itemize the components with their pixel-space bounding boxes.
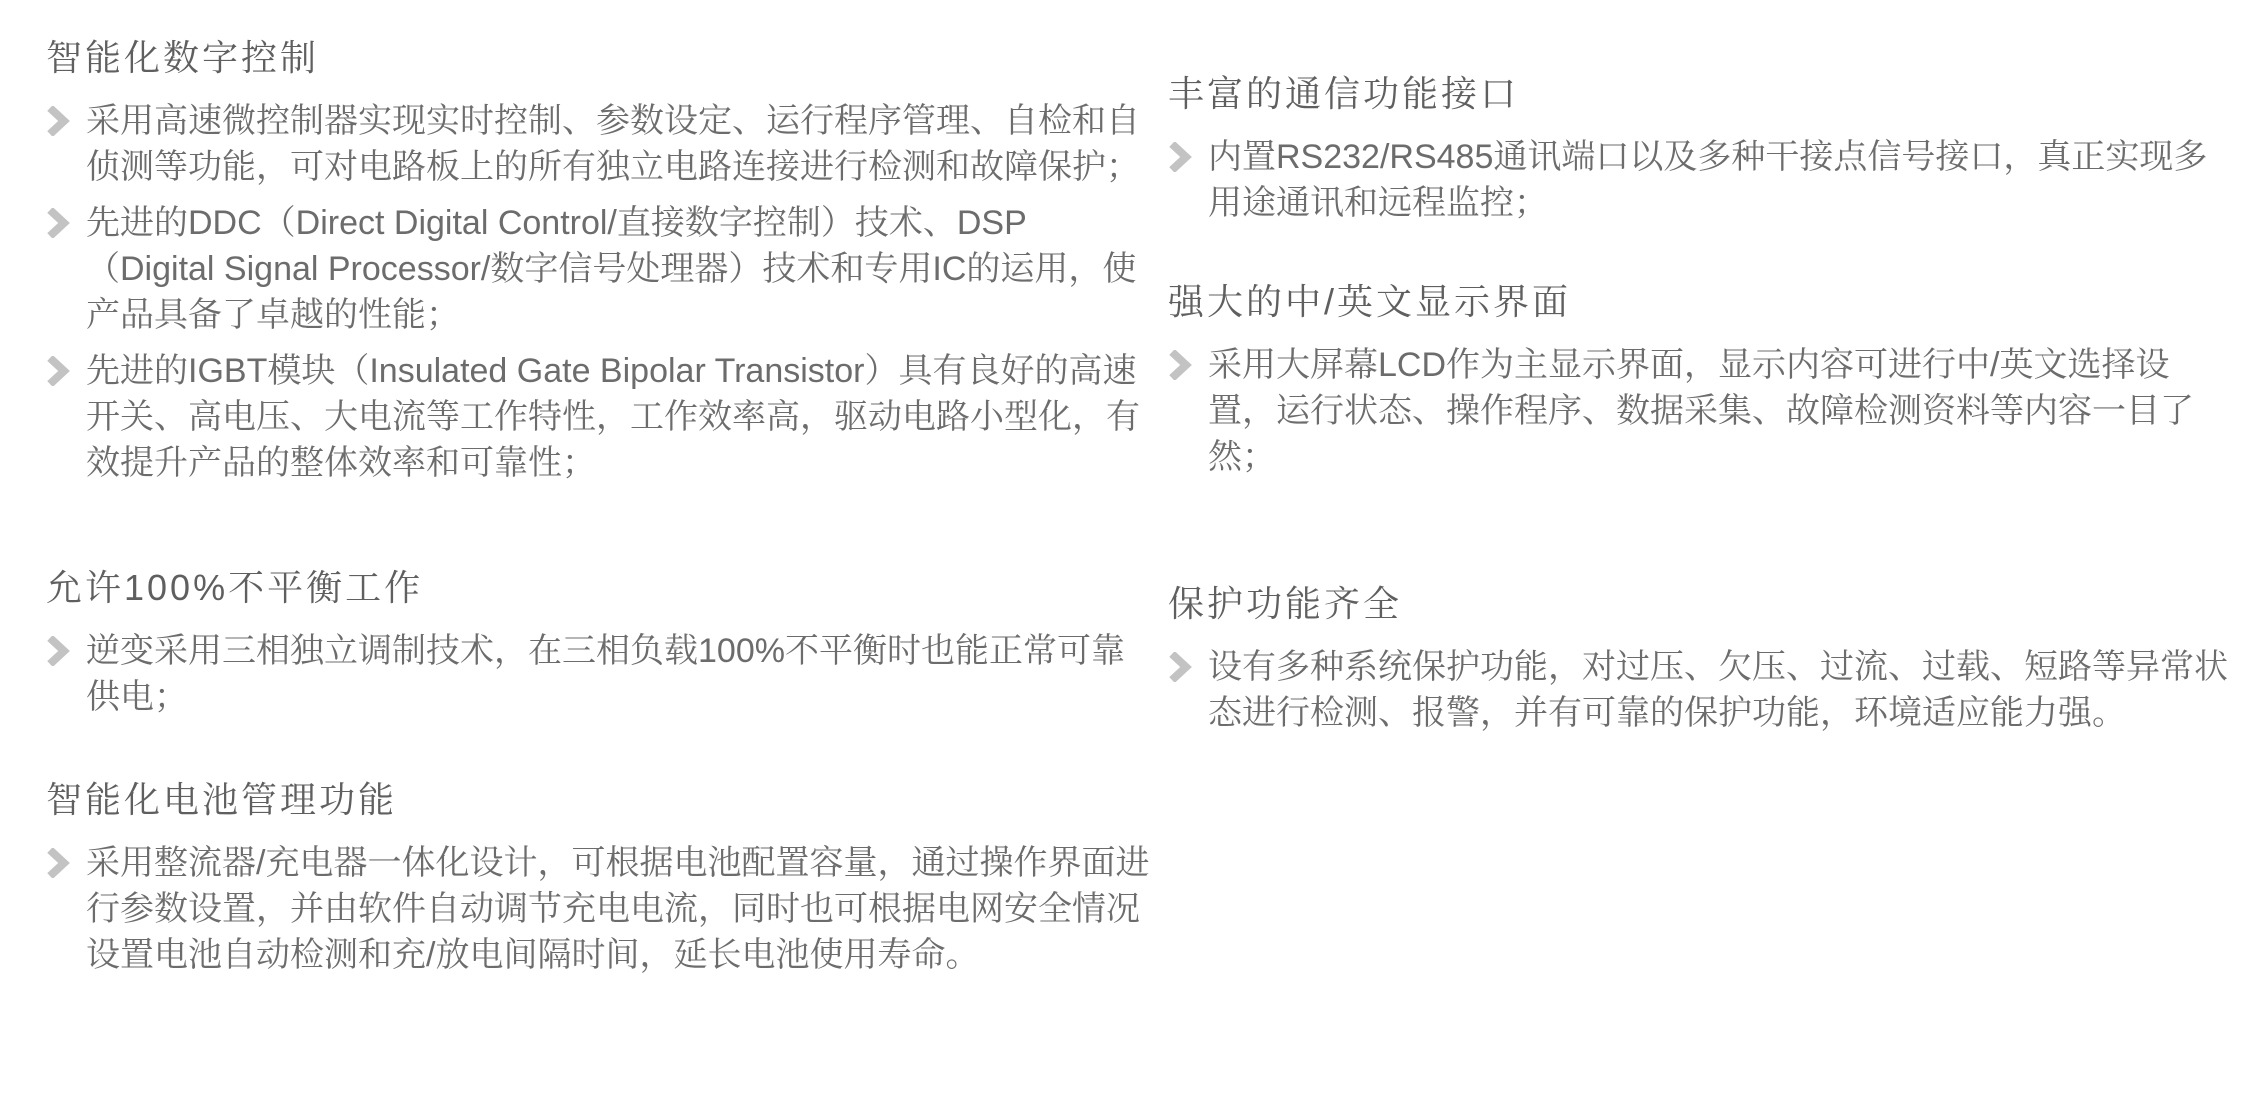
bullet-text: 采用整流器/充电器一体化设计，可根据电池配置容量，通过操作界面进行参数设置，并由软件自动调节充电电流，同时也可根据电网安全情况设置电池自动检测和充/放电间隔时间，延长电池使用寿命。 bbox=[86, 844, 1150, 974]
bullet-text: 先进的DDC（Direct Digital Control/直接数字控制）技术、DSP（Digital Signal Processor/数字信号处理器）技术和专用IC的运用，使产品具备了卓越的性能； bbox=[86, 204, 1137, 334]
section-title: 智能化数字控制 bbox=[46, 37, 320, 78]
bullet-item bbox=[46, 348, 1150, 486]
section-digital-control bbox=[46, 36, 1150, 486]
bullet-item bbox=[46, 840, 1150, 978]
bullet-item bbox=[46, 628, 1150, 720]
bullet-text: 先进的IGBT模块（Insulated Gate Bipolar Transistor）具有良好的高速开关、高电压、大电流等工作特性，工作效率高，驱动电路小型化，有效提升产品的整体效率和可靠性； bbox=[86, 352, 1140, 482]
section-title: 强大的中/英文显示界面 bbox=[1168, 281, 1572, 322]
chevron-right-icon bbox=[46, 98, 86, 136]
section-unbalanced-load bbox=[46, 566, 1150, 720]
chevron-right-icon bbox=[1168, 342, 1208, 380]
bullet-item bbox=[46, 200, 1150, 338]
bullet-text: 逆变采用三相独立调制技术，在三相负载100%不平衡时也能正常可靠供电； bbox=[86, 632, 1125, 716]
section-title: 允许100%不平衡工作 bbox=[46, 567, 424, 608]
chevron-right-icon bbox=[1168, 134, 1208, 172]
bullet-item bbox=[1168, 644, 2230, 736]
chevron-right-icon bbox=[46, 840, 86, 878]
section-display-interface bbox=[1168, 280, 2230, 480]
bullet-text: 采用高速微控制器实现实时控制、参数设定、运行程序管理、自检和自侦测等功能，可对电路板上的所有独立电路连接进行检测和故障保护； bbox=[86, 102, 1140, 186]
bullet-text: 设有多种系统保护功能，对过压、欠压、过流、过载、短路等异常状态进行检测、报警，并有可靠的保护功能，环境适应能力强。 bbox=[1208, 648, 2228, 732]
section-battery-management bbox=[46, 778, 1150, 978]
right-column bbox=[1168, 72, 2230, 746]
bullet-item bbox=[1168, 134, 2230, 226]
left-column bbox=[46, 36, 1150, 988]
bullet-item bbox=[1168, 342, 2230, 480]
chevron-right-icon bbox=[46, 200, 86, 238]
bullet-text: 内置RS232/RS485通讯端口以及多种干接点信号接口，真正实现多用途通讯和远程监控； bbox=[1208, 138, 2208, 222]
chevron-right-icon bbox=[46, 348, 86, 386]
section-title: 保护功能齐全 bbox=[1168, 583, 1403, 624]
section-title: 智能化电池管理功能 bbox=[46, 779, 398, 820]
bullet-text: 采用大屏幕LCD作为主显示界面，显示内容可进行中/英文选择设置，运行状态、操作程序、数据采集、故障检测资料等内容一目了然； bbox=[1208, 346, 2194, 476]
section-protection-functions bbox=[1168, 582, 2230, 736]
section-title: 丰富的通信功能接口 bbox=[1168, 73, 1520, 114]
bullet-item bbox=[46, 98, 1150, 190]
chevron-right-icon bbox=[1168, 644, 1208, 682]
chevron-right-icon bbox=[46, 628, 86, 666]
section-communication-interfaces bbox=[1168, 72, 2230, 226]
